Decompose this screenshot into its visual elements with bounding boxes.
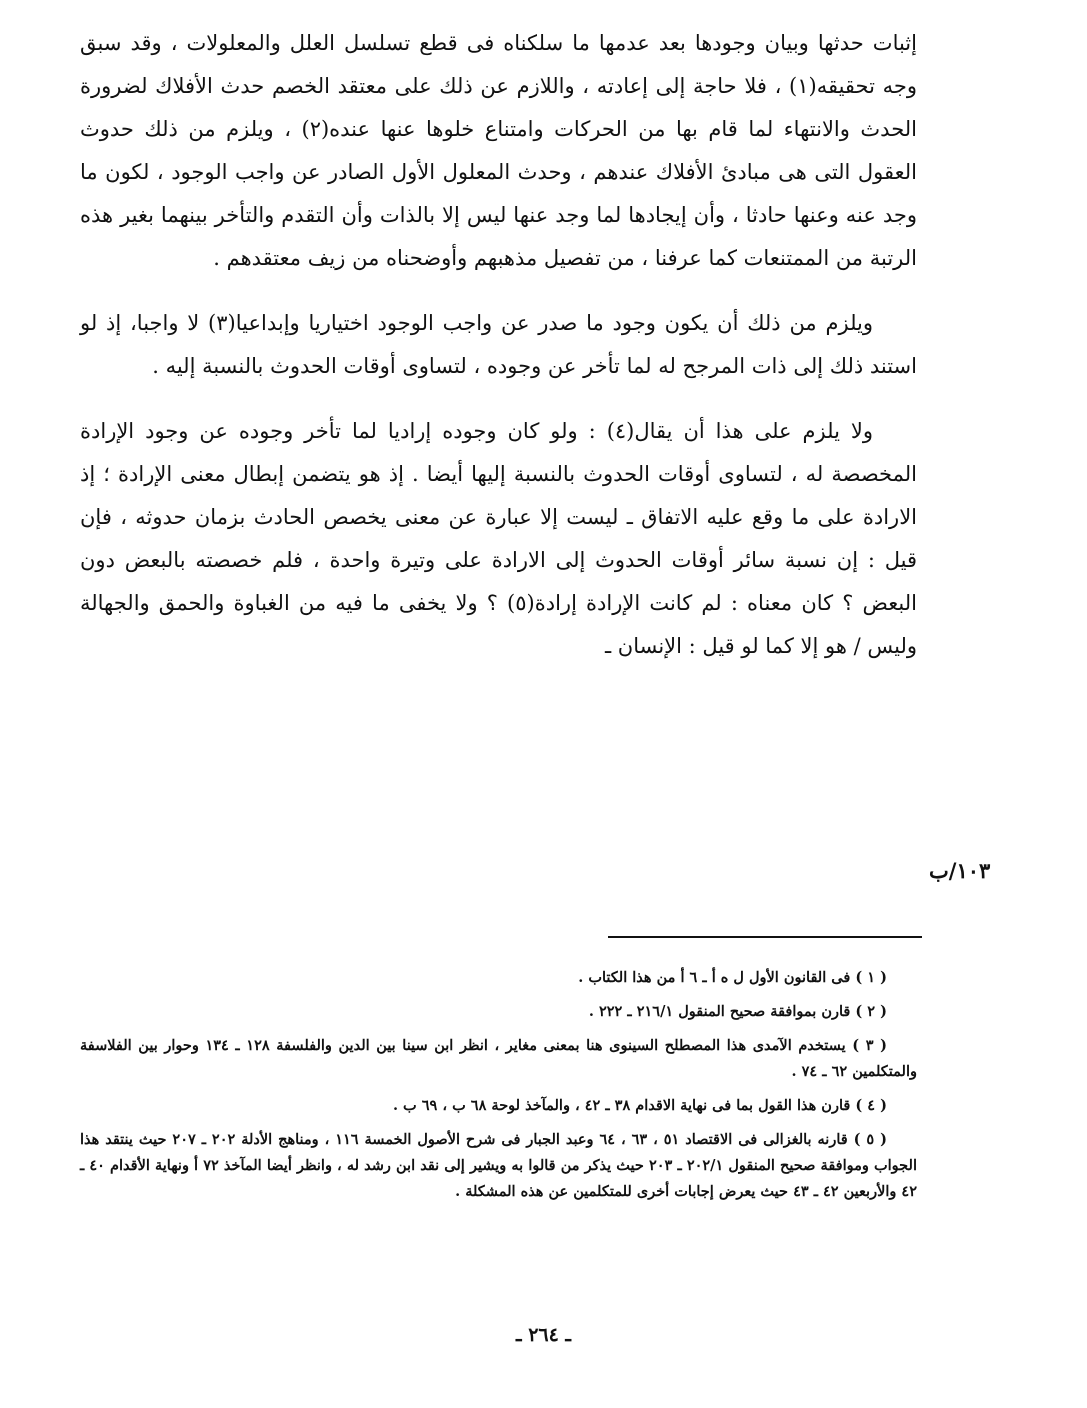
footnote-4: ( ٤ ) قارن هذا القول بما فى نهاية الاقدام ٣٨ ـ ٤٢ ، والمآخذ لوحة ٦٨ ب ، ٦٩ ب . — [392, 1097, 887, 1114]
footnote-separator — [608, 936, 922, 938]
footnote-5: ( ٥ ) قارنه بالغزالى فى الاقتصاد ٥١ ، ٦٣ ، ٦٤ وعبد الجبار فى شرح الأصول الخمسة ١١٦ ، ومناهج الأدلة ٢٠٢ ـ ٢٠٧ حيث ينتقد هذا الجواب وموافقة صحيح المنقول ٢٠٢/١ ـ ٢٠٣ حيث يذكر من قالوا به ويشير إلى نقد ابن رشد له ، وانظر أيضا المآخذ ٧٢ أ ونهاية الأقدام ٤٠ ـ ٤٢ والأربعين ٤٢ ـ ٤٣ حيث يعرض إجابات أخرى للمتكلمين عن هذه المشكلة . — [80, 1131, 917, 1200]
footnote-3: ( ٣ ) يستخدم الآمدى هذا المصطلح السينوى هنا بمعنى مغاير ، انظر ابن سينا بين الدين والفلسفة ١٢٨ ـ ١٣٤ وحوار بين الفلاسفة والمتكلمين ٦٢ ـ ٧٤ . — [80, 1037, 917, 1080]
paragraph-2: ويلزم من ذلك أن يكون وجود ما صدر عن واجب الوجود اختياريا وإبداعيا(٣) لا واجبا، إذ لو استند ذلك إلى ذات المرجح له لما تأخر عن وجوده ، لتساوى أوقات الحدوث بالنسبة إليه . — [80, 311, 917, 378]
paragraph-1: إثبات حدثها وبيان وجودها بعد عدمها ما سلكناه فى قطع تسلسل العلل والمعلولات ، وقد سبق وجه تحقيقه(١) ، فلا حاجة إلى إعادته ، واللازم عن ذلك على معتقد الخصم حدث الأفلاك لضرورة الحدث والانتهاء لما قام بها من الحركات وامتناع خلوها عنها عنده(٢) ، ويلزم من ذلك حدوث العقول التى هى مبادئ الأفلاك عندهم ، وحدث المعلول الأول الصادر عن واجب الوجود ، لكون ما وجد عنه وعنها حادثا ، وأن إيجادها لما وجد عنها ليس إلا بالذات وأن التقدم والتأخر بينهما بغير هذه الرتبة من الممتنعات كما عرفنا ، من تفصيل مذهبهم وأوضحناه من زيف معتقدهم . — [80, 31, 917, 270]
footnote-1: ( ١ ) فى القانون الأول ل ه أ ـ ٦ أ من هذا الكتاب . — [578, 969, 887, 986]
page-number: ـ ٢٦٤ ـ — [516, 1324, 571, 1346]
footnotes — [80, 965, 917, 1213]
footnote-2: ( ٢ ) قارن بموافقة صحيح المنقول ٢١٦/١ ـ ٢٢٢ . — [588, 1003, 887, 1020]
main-text — [80, 22, 917, 690]
folio-margin-note: ١٠٣/ب — [929, 858, 991, 883]
paragraph-3: ولا يلزم على هذا أن يقال(٤) : ولو كان وجوده إراديا لما تأخر وجوده عن وجود الإرادة المخصصة له ، لتساوى أوقات الحدوث بالنسبة إليها أيضا . إذ هو يتضمن إبطال معنى الإرادة ؛ إذ الارادة على ما وقع عليه الاتفاق ـ ليست إلا عبارة عن معنى يخصص الحادث بزمان حدوثه ، فإن قيل : إن نسبة سائر أوقات الحدوث إلى الارادة على وتيرة واحدة ، فلم خصصته بالبعض دون البعض ؟ كان معناه : لم كانت الإرادة إرادة(٥) ؟ ولا يخفى ما فيه من الغباوة والحمق والجهالة وليس / هو إلا كما لو قيل : الإنسان ـ — [80, 419, 917, 658]
